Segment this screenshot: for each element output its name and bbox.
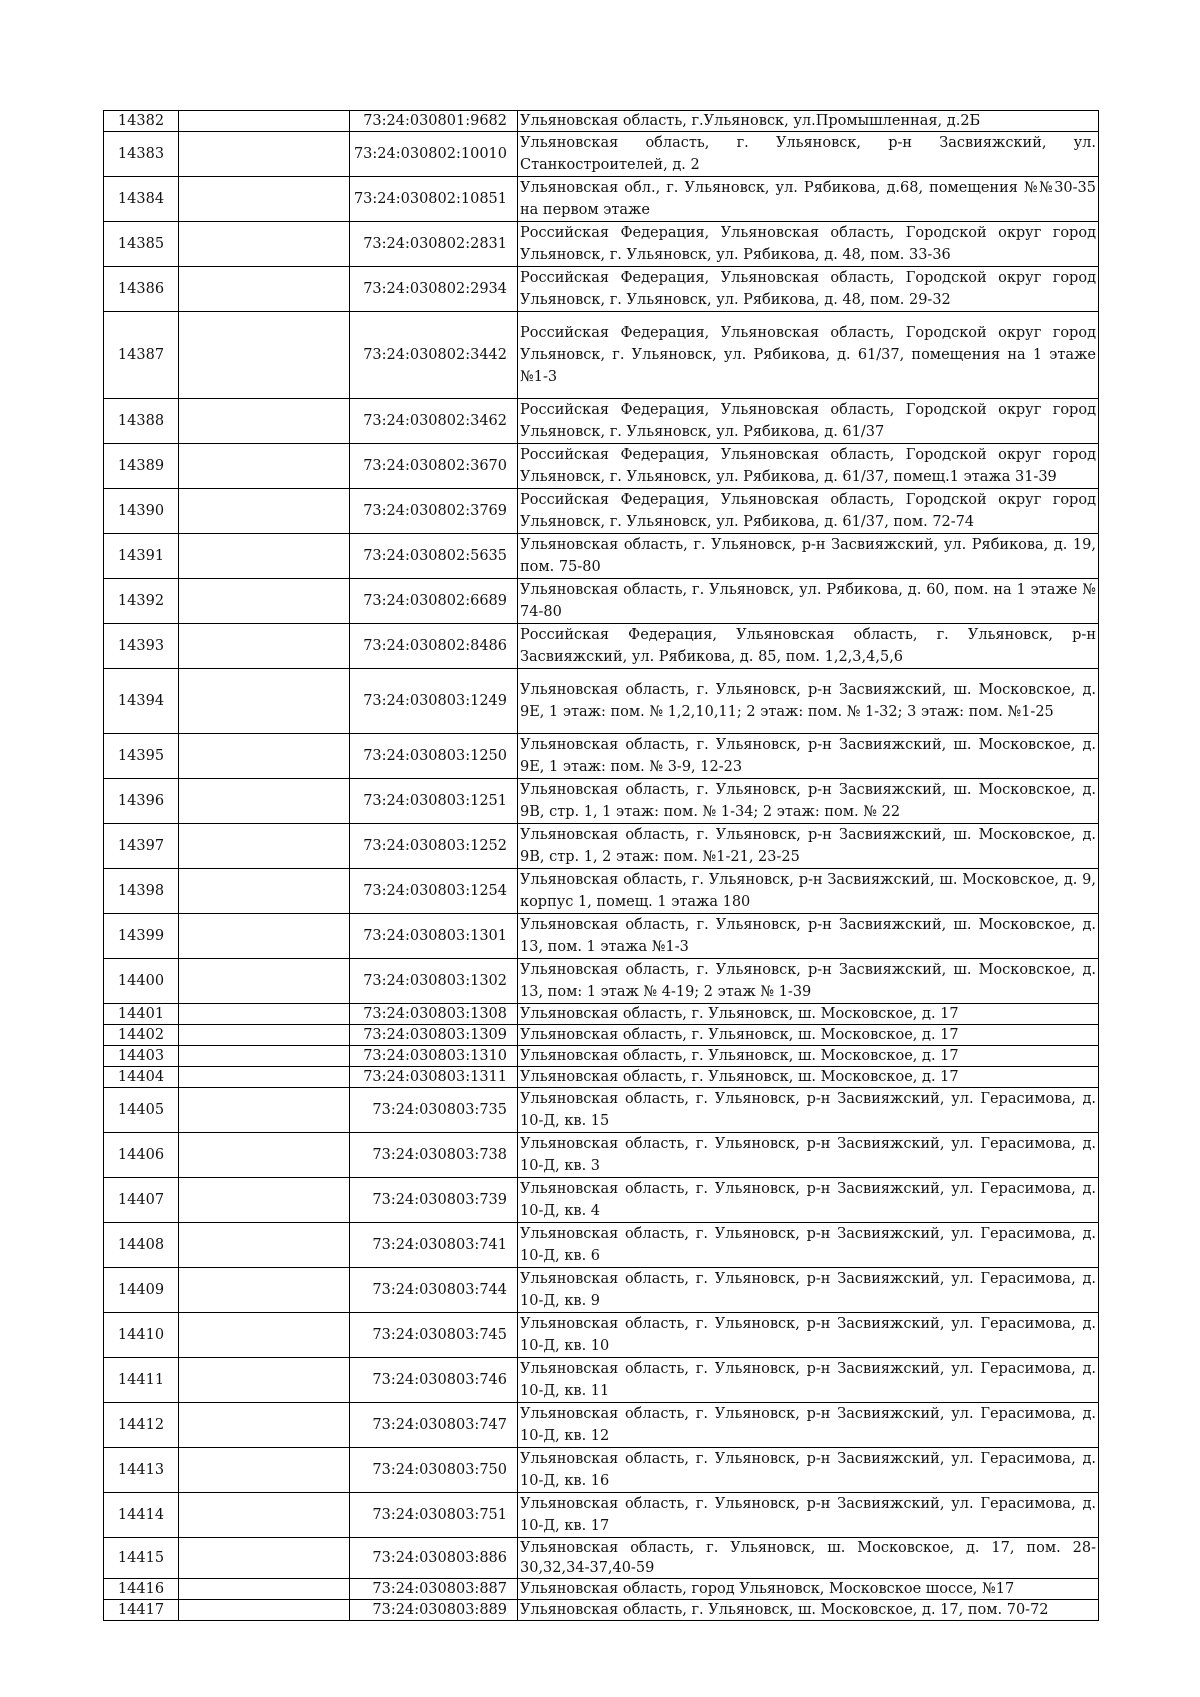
row-number: 14384 [104, 177, 179, 222]
address: Ульяновская обл., г. Ульяновск, ул. Рябикова, д.68, помещения №№30-35 на первом этаже [518, 177, 1099, 222]
address: Ульяновская область, г. Ульяновск, р-н Засвияжский, ул. Герасимова, д. 10-Д, кв. 4 [518, 1178, 1099, 1223]
table-row [104, 624, 1099, 669]
row-number: 14382 [104, 111, 179, 132]
address: Ульяновская область, г. Ульяновск, р-н Засвияжский, ш. Московское, д. 9Е, 1 этаж: пом. № 3-9, 12-23 [518, 734, 1099, 779]
table-row [104, 1600, 1099, 1621]
table-row [104, 1004, 1099, 1025]
empty-cell [179, 1313, 350, 1358]
empty-cell [179, 312, 350, 399]
row-number: 14406 [104, 1133, 179, 1178]
row-number: 14385 [104, 222, 179, 267]
row-number: 14399 [104, 914, 179, 959]
cadastral-number: 73:24:030802:2934 [350, 267, 518, 312]
empty-cell [179, 444, 350, 489]
row-number: 14386 [104, 267, 179, 312]
address: Ульяновская область, г. Ульяновск, р-н Засвияжский, ул. Герасимова, д. 10-Д, кв. 15 [518, 1088, 1099, 1133]
empty-cell [179, 824, 350, 869]
empty-cell [179, 1178, 350, 1223]
cadastral-number: 73:24:030803:1302 [350, 959, 518, 1004]
row-number: 14401 [104, 1004, 179, 1025]
address: Ульяновская область, г. Ульяновск, ш. Московское, д. 17 [518, 1067, 1099, 1088]
cadastral-number: 73:24:030802:10851 [350, 177, 518, 222]
cadastral-number: 73:24:030803:886 [350, 1538, 518, 1579]
address: Ульяновская область, г. Ульяновск, р-н Засвияжский, ул. Герасимова, д. 10-Д, кв. 9 [518, 1268, 1099, 1313]
address: Ульяновская область, г. Ульяновск, р-н Засвияжский, ул. Станкостроителей, д. 2 [518, 132, 1099, 177]
cadastral-number: 73:24:030803:750 [350, 1448, 518, 1493]
empty-cell [179, 1046, 350, 1067]
cadastral-number: 73:24:030803:1311 [350, 1067, 518, 1088]
empty-cell [179, 959, 350, 1004]
table-row [104, 669, 1099, 734]
table-row [104, 177, 1099, 222]
empty-cell [179, 132, 350, 177]
row-number: 14392 [104, 579, 179, 624]
table-row [104, 1268, 1099, 1313]
cadastral-number: 73:24:030803:738 [350, 1133, 518, 1178]
cadastral-number: 73:24:030803:1252 [350, 824, 518, 869]
table-row [104, 1223, 1099, 1268]
address: Российская Федерация, Ульяновская область, Городской округ город Ульяновск, г. Ульяновск, ул. Рябикова, д. 48, пом. 33-36 [518, 222, 1099, 267]
empty-cell [179, 1004, 350, 1025]
cadastral-number: 73:24:030803:887 [350, 1579, 518, 1600]
empty-cell [179, 111, 350, 132]
row-number: 14393 [104, 624, 179, 669]
row-number: 14409 [104, 1268, 179, 1313]
empty-cell [179, 914, 350, 959]
cadastral-number: 73:24:030803:1310 [350, 1046, 518, 1067]
cadastral-number: 73:24:030803:1249 [350, 669, 518, 734]
cadastral-number: 73:24:030803:1309 [350, 1025, 518, 1046]
address: Российская Федерация, Ульяновская область, г. Ульяновск, р-н Засвияжский, ул. Рябикова, д. 85, пом. 1,2,3,4,5,6 [518, 624, 1099, 669]
address: Ульяновская область, г. Ульяновск, ул. Рябикова, д. 60, пом. на 1 этаже № 74-80 [518, 579, 1099, 624]
row-number: 14398 [104, 869, 179, 914]
empty-cell [179, 1268, 350, 1313]
row-number: 14389 [104, 444, 179, 489]
cadastral-number: 73:24:030803:1251 [350, 779, 518, 824]
row-number: 14417 [104, 1600, 179, 1621]
empty-cell [179, 1088, 350, 1133]
row-number: 14414 [104, 1493, 179, 1538]
empty-cell [179, 1493, 350, 1538]
empty-cell [179, 267, 350, 312]
row-number: 14410 [104, 1313, 179, 1358]
cadastral-number: 73:24:030803:745 [350, 1313, 518, 1358]
address: Ульяновская область, г. Ульяновск, р-н Засвияжский, ул. Герасимова, д. 10-Д, кв. 12 [518, 1403, 1099, 1448]
row-number: 14411 [104, 1358, 179, 1403]
address: Ульяновская область, город Ульяновск, Московское шоссе, №17 [518, 1579, 1099, 1600]
table-row [104, 579, 1099, 624]
empty-cell [179, 1403, 350, 1448]
empty-cell [179, 177, 350, 222]
table-row [104, 914, 1099, 959]
empty-cell [179, 1579, 350, 1600]
cadastral-number: 73:24:030803:1254 [350, 869, 518, 914]
empty-cell [179, 399, 350, 444]
empty-cell [179, 1600, 350, 1621]
cadastral-number: 73:24:030802:6689 [350, 579, 518, 624]
row-number: 14394 [104, 669, 179, 734]
address: Ульяновская область, г. Ульяновск, р-н Засвияжский, ул. Герасимова, д. 10-Д, кв. 16 [518, 1448, 1099, 1493]
address: Российская Федерация, Ульяновская область, Городской округ город Ульяновск, г. Ульяновск, ул. Рябикова, д. 61/37, помещ.1 этажа 31-39 [518, 444, 1099, 489]
empty-cell [179, 1448, 350, 1493]
cadastral-number: 73:24:030803:1308 [350, 1004, 518, 1025]
table-row [104, 1579, 1099, 1600]
cadastral-number: 73:24:030803:747 [350, 1403, 518, 1448]
empty-cell [179, 534, 350, 579]
row-number: 14397 [104, 824, 179, 869]
table-row [104, 1088, 1099, 1133]
table-row [104, 312, 1099, 399]
cadastral-number: 73:24:030803:1301 [350, 914, 518, 959]
address: Ульяновская область, г. Ульяновск, р-н Засвияжский, ш. Московское, д. 13, пом. 1 этажа №1-3 [518, 914, 1099, 959]
address: Российская Федерация, Ульяновская область, Городской округ город Ульяновск, г. Ульяновск, ул. Рябикова, д. 48, пом. 29-32 [518, 267, 1099, 312]
table-row [104, 111, 1099, 132]
address: Ульяновская область, г. Ульяновск, ш. Московское, д. 17 [518, 1004, 1099, 1025]
address: Ульяновская область, г. Ульяновск, р-н Засвияжский, ш. Московское, д. 9В, стр. 1, 1 этаж: пом. № 1-34; 2 этаж: пом. № 22 [518, 779, 1099, 824]
row-number: 14404 [104, 1067, 179, 1088]
cadastral-number: 73:24:030803:751 [350, 1493, 518, 1538]
table-body [104, 111, 1099, 1621]
table-row [104, 444, 1099, 489]
row-number: 14403 [104, 1046, 179, 1067]
empty-cell [179, 624, 350, 669]
row-number: 14402 [104, 1025, 179, 1046]
address: Ульяновская область, г. Ульяновск, р-н Засвияжский, ул. Герасимова, д. 10-Д, кв. 17 [518, 1493, 1099, 1538]
row-number: 14391 [104, 534, 179, 579]
row-number: 14415 [104, 1538, 179, 1579]
address: Ульяновская область, г. Ульяновск, ш. Московское, д. 17 [518, 1046, 1099, 1067]
table-row [104, 1178, 1099, 1223]
row-number: 14413 [104, 1448, 179, 1493]
row-number: 14383 [104, 132, 179, 177]
table-row [104, 1046, 1099, 1067]
address: Российская Федерация, Ульяновская область, Городской округ город Ульяновск, г. Ульяновск, ул. Рябикова, д. 61/37 [518, 399, 1099, 444]
row-number: 14408 [104, 1223, 179, 1268]
table-row [104, 1403, 1099, 1448]
address: Ульяновская область, г.Ульяновск, ул.Промышленная, д.2Б [518, 111, 1099, 132]
row-number: 14395 [104, 734, 179, 779]
table-row [104, 132, 1099, 177]
cadastral-number: 73:24:030802:3462 [350, 399, 518, 444]
table-row [104, 1538, 1099, 1579]
address: Ульяновская область, г. Ульяновск, ш. Московское, д. 17 [518, 1025, 1099, 1046]
row-number: 14400 [104, 959, 179, 1004]
empty-cell [179, 869, 350, 914]
row-number: 14416 [104, 1579, 179, 1600]
empty-cell [179, 222, 350, 267]
cadastral-number: 73:24:030803:746 [350, 1358, 518, 1403]
empty-cell [179, 669, 350, 734]
table-row [104, 824, 1099, 869]
empty-cell [179, 1358, 350, 1403]
address: Российская Федерация, Ульяновская область, Городской округ город Ульяновск, г. Ульяновск, ул. Рябикова, д. 61/37, пом. 72-74 [518, 489, 1099, 534]
cadastral-number: 73:24:030802:3442 [350, 312, 518, 399]
cadastral-number: 73:24:030803:744 [350, 1268, 518, 1313]
row-number: 14387 [104, 312, 179, 399]
cadastral-number: 73:24:030803:741 [350, 1223, 518, 1268]
table-row [104, 1358, 1099, 1403]
empty-cell [179, 734, 350, 779]
row-number: 14412 [104, 1403, 179, 1448]
empty-cell [179, 1223, 350, 1268]
cadastral-number: 73:24:030802:8486 [350, 624, 518, 669]
table-row [104, 222, 1099, 267]
cadastral-number: 73:24:030803:739 [350, 1178, 518, 1223]
cadastral-number: 73:24:030802:5635 [350, 534, 518, 579]
row-number: 14396 [104, 779, 179, 824]
address: Ульяновская область, г. Ульяновск, р-н Засвияжский, ш. Московское, д. 9Е, 1 этаж: пом. № 1,2,10,11; 2 этаж: пом. № 1-32; 3 этаж: пом. №1-25 [518, 669, 1099, 734]
address: Ульяновская область, г. Ульяновск, р-н Засвияжский, ул. Герасимова, д. 10-Д, кв. 6 [518, 1223, 1099, 1268]
cadastral-number: 73:24:030802:10010 [350, 132, 518, 177]
property-table [103, 110, 1099, 1621]
address: Ульяновская область, г. Ульяновск, р-н Засвияжский, ш. Московское, д. 9В, стр. 1, 2 этаж: пом. №1-21, 23-25 [518, 824, 1099, 869]
table-row [104, 869, 1099, 914]
empty-cell [179, 1067, 350, 1088]
table-row [104, 399, 1099, 444]
table-row [104, 489, 1099, 534]
table-row [104, 1067, 1099, 1088]
cadastral-number: 73:24:030803:1250 [350, 734, 518, 779]
table-row [104, 1133, 1099, 1178]
cadastral-number: 73:24:030803:735 [350, 1088, 518, 1133]
empty-cell [179, 1025, 350, 1046]
cadastral-number: 73:24:030801:9682 [350, 111, 518, 132]
table-row [104, 734, 1099, 779]
table-row [104, 779, 1099, 824]
table-row [104, 1493, 1099, 1538]
address: Ульяновская область, г. Ульяновск, р-н Засвияжский, ул. Герасимова, д. 10-Д, кв. 3 [518, 1133, 1099, 1178]
address: Ульяновская область, г. Ульяновск, р-н Засвияжский, ул. Герасимова, д. 10-Д, кв. 10 [518, 1313, 1099, 1358]
address: Российская Федерация, Ульяновская область, Городской округ город Ульяновск, г. Ульяновск, ул. Рябикова, д. 61/37, помещения на 1 этаже №1-3 [518, 312, 1099, 399]
table-row [104, 959, 1099, 1004]
table-row [104, 1025, 1099, 1046]
row-number: 14407 [104, 1178, 179, 1223]
address: Ульяновская область, г. Ульяновск, р-н Засвияжский, ул. Рябикова, д. 19, пом. 75-80 [518, 534, 1099, 579]
row-number: 14390 [104, 489, 179, 534]
table-row [104, 1448, 1099, 1493]
address: Ульяновская область, г. Ульяновск, ш. Московское, д. 17, пом. 70-72 [518, 1600, 1099, 1621]
address: Ульяновская область, г. Ульяновск, ш. Московское, д. 17, пом. 28-30,32,34-37,40-59 [518, 1538, 1099, 1579]
address: Ульяновская область, г. Ульяновск, р-н Засвияжский, ул. Герасимова, д. 10-Д, кв. 11 [518, 1358, 1099, 1403]
table-row [104, 534, 1099, 579]
cadastral-number: 73:24:030803:889 [350, 1600, 518, 1621]
empty-cell [179, 489, 350, 534]
empty-cell [179, 1133, 350, 1178]
table-row [104, 267, 1099, 312]
address: Ульяновская область, г. Ульяновск, р-н Засвияжский, ш. Московское, д. 9, корпус 1, помещ. 1 этажа 180 [518, 869, 1099, 914]
empty-cell [179, 1538, 350, 1579]
empty-cell [179, 579, 350, 624]
row-number: 14388 [104, 399, 179, 444]
empty-cell [179, 779, 350, 824]
cadastral-number: 73:24:030802:3670 [350, 444, 518, 489]
cadastral-number: 73:24:030802:2831 [350, 222, 518, 267]
address: Ульяновская область, г. Ульяновск, р-н Засвияжский, ш. Московское, д. 13, пом: 1 этаж № 4-19; 2 этаж № 1-39 [518, 959, 1099, 1004]
row-number: 14405 [104, 1088, 179, 1133]
table-row [104, 1313, 1099, 1358]
cadastral-number: 73:24:030802:3769 [350, 489, 518, 534]
